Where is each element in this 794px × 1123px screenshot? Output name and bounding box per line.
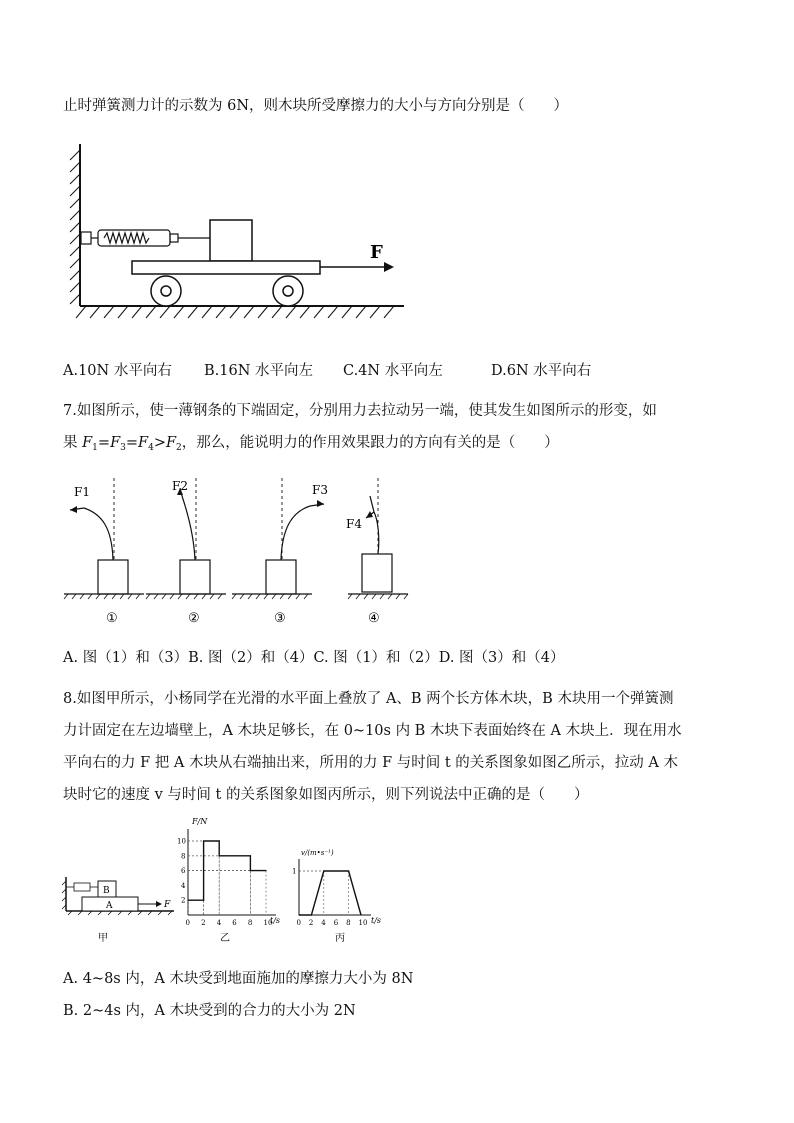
label-a: A bbox=[106, 901, 113, 911]
q7-line-2-prefix: 果 bbox=[63, 435, 83, 451]
label-b: B bbox=[103, 886, 110, 896]
x-tick-label: 0 bbox=[296, 919, 301, 927]
y-tick-label: 4 bbox=[181, 881, 186, 890]
q8-line-4: 块时它的速度 v 与时间 t 的关系图象如图丙所示，则下列说法中正确的是（ ） bbox=[63, 787, 589, 803]
panel-number-2: ② bbox=[188, 611, 200, 626]
question-intro-line: 止时弹簧测力计的示数为 6N，则木块所受摩擦力的大小与方向分别是（ ） bbox=[63, 98, 569, 114]
y-tick-label: 10 bbox=[177, 837, 186, 846]
bing-ylabel: v/(m•s⁻¹) bbox=[301, 849, 334, 857]
q6-option-c: C.4N 水平向左 bbox=[343, 363, 443, 379]
data-point bbox=[187, 900, 188, 901]
q7-line-2-suffix: ，那么，能说明力的作用效果跟力的方向有关的是（ ） bbox=[181, 435, 559, 451]
q8-option-a: A. 4~8s 内，A 木块受到地面施加的摩擦力大小为 8N bbox=[63, 971, 414, 987]
x-tick-label: 8 bbox=[346, 919, 351, 927]
cart-board bbox=[132, 261, 320, 274]
x-tick-label: 0 bbox=[185, 919, 190, 927]
data-point bbox=[219, 855, 220, 856]
data-point bbox=[360, 914, 361, 915]
label-f: F bbox=[164, 900, 171, 910]
fig-jia bbox=[62, 875, 182, 945]
y-tick-label: 6 bbox=[181, 867, 186, 876]
cart-wheels bbox=[151, 276, 303, 306]
data-point bbox=[265, 870, 266, 871]
fig-bing-chart bbox=[285, 815, 405, 945]
q7-force-relation: $F_1=F_3=F_4>F_2$ bbox=[82, 435, 182, 453]
force-label: F bbox=[370, 242, 383, 263]
fig-yi-chart bbox=[170, 815, 280, 945]
q6-option-b: B.16N 水平向左 bbox=[204, 363, 314, 379]
y-tick-label: 1 bbox=[292, 867, 297, 876]
yi-xlabel: t/s bbox=[270, 916, 281, 925]
y-tick-label: 8 bbox=[181, 852, 186, 861]
cart-figure bbox=[66, 140, 406, 320]
x-tick-label: 10 bbox=[263, 919, 273, 927]
data-point bbox=[311, 914, 312, 915]
q8-line-3: 平向右的力 F 把 A 木块从右端抽出来，所用的力 F 与时间 t 的关系图象如图乙所示，拉动 A 木 bbox=[63, 755, 678, 771]
q7-line-2 bbox=[63, 433, 559, 458]
q8-option-b: B. 2~4s 内，A 木块受到的合力的大小为 2N bbox=[63, 1003, 356, 1019]
steel-strip-figure bbox=[62, 478, 422, 628]
q6-option-d: D.6N 水平向右 bbox=[491, 363, 592, 379]
data-point bbox=[250, 870, 251, 871]
wall-hatching bbox=[70, 150, 80, 304]
caption-yi: 乙 bbox=[220, 933, 230, 944]
panel-number-1: ① bbox=[106, 611, 118, 626]
floor-hatching bbox=[76, 306, 394, 318]
q8-line-1: 8.如图甲所示，小杨同学在光滑的水平面上叠放了 A、B 两个长方体木块，B 木块用一个弹簧测 bbox=[63, 691, 674, 707]
data-point bbox=[219, 840, 220, 841]
panel-number-4: ④ bbox=[368, 611, 380, 626]
data-point bbox=[203, 840, 204, 841]
caption-jia: 甲 bbox=[98, 933, 108, 944]
x-tick-label: 6 bbox=[232, 919, 237, 927]
x-tick-label: 6 bbox=[333, 919, 339, 927]
x-tick-label: 2 bbox=[201, 919, 206, 927]
x-tick-label: 10 bbox=[358, 919, 368, 927]
q6-option-a: A.10N 水平向右 bbox=[63, 363, 172, 379]
yi-ylabel: F/N bbox=[192, 817, 208, 826]
data-point bbox=[348, 870, 349, 871]
q7-line-1: 7.如图所示，使一薄钢条的下端固定，分别用力去拉动另一端，使其发生如图所示的形变，如 bbox=[63, 403, 657, 419]
label-f4: F4 bbox=[346, 517, 362, 531]
q7-options: A. 图（1）和（3）B. 图（2）和（4）C. 图（1）和（2）D. 图（3）和（4） bbox=[63, 650, 565, 666]
caption-bing: 丙 bbox=[335, 933, 345, 944]
x-tick-label: 8 bbox=[247, 919, 253, 927]
x-tick-label: 4 bbox=[216, 919, 222, 927]
label-f2: F2 bbox=[172, 479, 188, 493]
series-line bbox=[299, 871, 361, 915]
data-point bbox=[323, 870, 324, 871]
label-f1: F1 bbox=[74, 485, 90, 499]
label-f3: F3 bbox=[312, 483, 328, 497]
data-point bbox=[298, 914, 299, 915]
data-point bbox=[250, 855, 251, 856]
bing-xlabel: t/s bbox=[371, 916, 382, 925]
y-tick-label: 2 bbox=[181, 896, 186, 905]
x-tick-label: 4 bbox=[321, 919, 326, 927]
data-point bbox=[203, 900, 204, 901]
x-tick-label: 2 bbox=[308, 919, 314, 927]
series-line bbox=[188, 841, 266, 900]
wooden-block bbox=[210, 220, 252, 261]
q8-line-2: 力计固定在左边墙壁上，A 木块足够长，在 0~10s 内 B 木块下表面始终在 A 木块上．现在用水 bbox=[63, 723, 682, 739]
panel-number-3: ③ bbox=[274, 611, 286, 626]
spring-scale bbox=[81, 230, 210, 246]
